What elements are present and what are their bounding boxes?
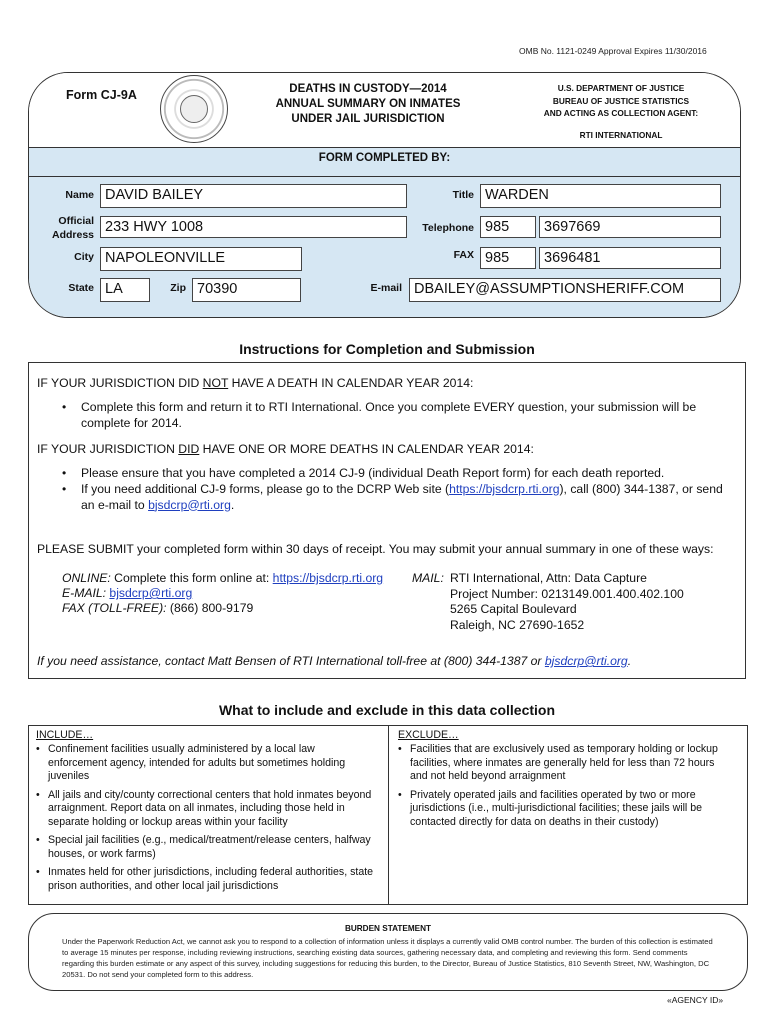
title-field[interactable]: WARDEN xyxy=(480,184,721,208)
department-block xyxy=(516,82,726,141)
fax-label: FAX xyxy=(453,249,474,261)
exclude-item: • Privately operated jails and facilities operated by two or more jurisdictions (i.e., multi-jurisdictional facilities; these jails will be contacted directly for data on deaths in their custody) xyxy=(398,788,703,828)
address-label-2: Address xyxy=(51,229,94,241)
no-death-instruction: Complete this form and return it to RTI International. Once you complete EVERY question, your submission will be complete for 2014. xyxy=(81,400,697,430)
bullet-icon: • xyxy=(62,482,67,496)
include-item: • Special jail facilities (e.g., medical/treatment/release centers, halfway houses, or work farms) xyxy=(36,834,371,860)
title-line: DEATHS IN CUSTODY—2014 xyxy=(289,83,447,95)
omb-number: OMB No. 1121-0249 Approval Expires 11/30/2016 xyxy=(519,46,707,56)
name-field[interactable]: DAVID BAILEY xyxy=(100,184,407,208)
mail-line: Raleigh, NC 27690-1652 xyxy=(450,617,585,632)
burden-title: BURDEN STATEMENT xyxy=(344,924,432,933)
fax-number-field[interactable]: 3696481 xyxy=(539,247,721,269)
telephone-area-field[interactable]: 985 xyxy=(480,216,536,238)
title-line: UNDER JAIL JURISDICTION xyxy=(291,113,445,125)
death-instruction-1: Please ensure that you have completed a 2014 CJ-9 (individual Death Report form) for each death reported. xyxy=(81,466,665,480)
include-exclude-title: What to include and exclude in this data collection xyxy=(218,702,556,718)
submit-instruction: PLEASE SUBMIT your completed form within 30 days of receipt. You may submit your annual summary in one of these ways: xyxy=(37,542,714,556)
state-label: State xyxy=(68,282,94,294)
mail-line: 5265 Capital Boulevard xyxy=(450,602,577,616)
exclude-item: • Facilities that are exclusively used as temporary holding or lockup facilities, where inmates are generally held for less than 72 hours and not held beyond arraignment xyxy=(398,743,718,782)
include-item: • Confinement facilities usually administered by a local law enforcement agency, intended for adults but sometimes holding juveniles xyxy=(36,743,346,782)
email-label: E-mail xyxy=(370,282,402,294)
death-heading: IF YOUR JURISDICTION DID HAVE ONE OR MORE DEATHS IN CALENDAR YEAR 2014: xyxy=(37,442,534,456)
form-title xyxy=(258,82,478,127)
dept-line: U.S. DEPARTMENT OF JUSTICE xyxy=(557,83,685,93)
assistance-note: If you need assistance, contact Matt Bensen of RTI International toll-free at (800) 344-1387 or bjsdcrp@rti.org. xyxy=(37,654,632,668)
online-option: ONLINE: Complete this form online at: https://bjsdcrp.rti.org xyxy=(62,571,384,585)
dcrp-link[interactable]: https://bjsdcrp.rti.org xyxy=(449,482,560,496)
online-link[interactable]: https://bjsdcrp.rti.org xyxy=(272,571,384,585)
email-field[interactable]: DBAILEY@ASSUMPTIONSHERIFF.COM xyxy=(409,278,721,302)
fax-area-field[interactable]: 985 xyxy=(480,247,536,269)
fax-option: FAX (TOLL-FREE): (866) 800-9179 xyxy=(62,601,254,615)
dept-line: BUREAU OF JUSTICE STATISTICS xyxy=(552,95,690,106)
mail-line: RTI International, Attn: Data Capture xyxy=(450,571,647,585)
column-divider xyxy=(388,725,389,905)
burden-statement: Under the Paperwork Reduction Act, we cannot ask you to respond to a collection of information unless it displays a currently valid OMB control number. The burden of this collection is estimated to average 15 minutes per response, including reviewing instructions, searching existing data sources, gathering necessary data, and completing and reviewing this form. Send comments regarding this burden estimate or any aspect of this survey, including suggestions for reducing this burden, to the Director, Bureau of Justice Statistics, 810 Seventh Street, NW, Washington, DC 20531. Do not send your completed form to this address. xyxy=(62,937,713,979)
email-option-link[interactable]: bjsdcrp@rti.org xyxy=(109,586,193,600)
zip-field[interactable]: 70390 xyxy=(192,278,301,302)
title-label: Title xyxy=(452,189,474,201)
mail-label: MAIL: xyxy=(412,571,444,585)
dept-line: RTI INTERNATIONAL xyxy=(579,129,663,140)
zip-label: Zip xyxy=(170,282,186,294)
include-item: • All jails and city/county correctional centers that hold inmates beyond arraignment. Report data on all inmates, including those held in separate holding or lockup areas within your facility xyxy=(36,788,372,828)
agency-id: «AGENCY ID» xyxy=(667,995,724,1005)
include-item: • Inmates held for other jurisdictions, including federal authorities, state prison authorities, and other local jail jurisdictions xyxy=(36,866,374,892)
state-field[interactable]: LA xyxy=(100,278,150,302)
bjsdcrp-email-link[interactable]: bjsdcrp@rti.org xyxy=(148,497,231,512)
exclude-list xyxy=(398,743,728,829)
city-field[interactable]: NAPOLEONVILLE xyxy=(100,247,302,271)
address-label-1: Official xyxy=(58,215,94,227)
name-label: Name xyxy=(65,189,94,201)
bullet-icon: • xyxy=(62,400,67,414)
assistance-email-link[interactable]: bjsdcrp@rti.org xyxy=(544,654,628,668)
bullet-icon: • xyxy=(62,466,67,480)
mail-address xyxy=(450,571,684,633)
exclude-heading: EXCLUDE… xyxy=(398,729,459,741)
include-list xyxy=(36,743,376,893)
telephone-number-field[interactable]: 3697669 xyxy=(539,216,721,238)
telephone-label: Telephone xyxy=(422,222,474,234)
form-completed-by-heading: FORM COMPLETED BY: xyxy=(28,148,741,177)
title-line: ANNUAL SUMMARY ON INMATES xyxy=(275,98,461,110)
include-heading: INCLUDE… xyxy=(36,729,94,741)
form-id: Form CJ-9A xyxy=(66,88,137,102)
city-label: City xyxy=(74,251,94,263)
email-option: E-MAIL: bjsdcrp@rti.org xyxy=(62,586,193,600)
no-death-heading: IF YOUR JURISDICTION DID NOT HAVE A DEATH IN CALENDAR YEAR 2014: xyxy=(37,376,474,390)
mail-line: Project Number: 0213149.001.400.402.100 xyxy=(450,586,684,601)
death-instruction-2: If you need additional CJ-9 forms, please go to the DCRP Web site (https://bjsdcrp.rti.org), call (800) 344-1387, or send an e-mail to bjsdcrp@rti.org. xyxy=(81,482,723,512)
instructions-title: Instructions for Completion and Submission xyxy=(239,341,535,357)
address-field[interactable]: 233 HWY 1008 xyxy=(100,216,407,238)
doj-seal-icon xyxy=(160,75,228,143)
dept-line: AND ACTING AS COLLECTION AGENT: xyxy=(543,108,699,118)
